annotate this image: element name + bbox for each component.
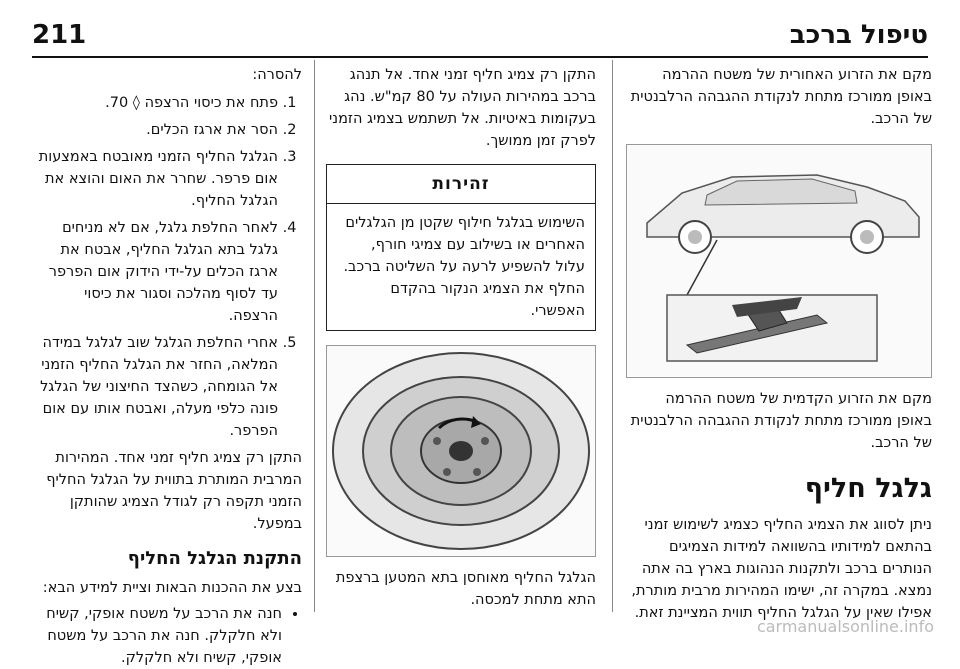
header-rule [32,56,928,58]
list-item: 5. אחרי החלפת הגלגל שוב לגלגל במידה המלאה, החזר את הגלגל החליף הזמני אל הגומחה, כשהצד החיצוני של הגלגל פונה כלפי מעלה, ואבטח אותו עם אום הפרפר. [32,332,278,442]
list-item: 4. לאחר החלפת גלגל, אם לא מניחים גלגל בתא הגלגל החליף, אבטח את ארגז הכלים על-ידי הידוק אום הפרפר עד לסוף מהלכה וסגור את כיסוי הרצפה. [32,217,278,327]
paragraph: התקן רק צמיג חליף זמני אחד. המהירות המרבית המותרת בתווית על הגלגל החליף הזמני תקפה רק לגודל הצמיג שהותקן במפעל. [46,450,302,532]
car-lift-illustration [627,145,931,377]
list-item: 2. הסר את ארגז הכלים. [32,119,278,141]
column-right [626,64,932,628]
figure-caption: הגלגל החליף מאוחסן בתא המטען ברצפת התא מתחת למכסה. [335,570,596,608]
paragraph: מקם את הזרוע הקדמית של משטח ההרמה באופן ממורכז מתחת לנקודת ההגבהה הרלבנטית של הרכב. [630,391,932,451]
column-left [32,64,302,669]
removal-steps [32,92,302,442]
warning-box [326,164,596,331]
spare-wheel-illustration-frame [326,345,596,557]
preparation-list [32,603,302,669]
car-lift-illustration-frame [626,144,932,378]
list-item: 1. פתח את כיסוי הרצפה ◊ 70. [32,92,278,114]
page-title: טיפול ברכב [789,20,928,50]
paragraph: ניתן לסווג את הצמיג החליף כצמיג לשימוש זמני בהתאם למידותיו בהשוואה למידות הצמיגים הנותרים ברכב ולתקנות הנהוגות בארץ בה אתה נמצא. במקרה זה, ישימו המהירות מרבית מותרת, אפילו שאין על הגלגל החליף תווית המציינת זאת. [631,517,932,621]
page-header [32,14,928,58]
paragraph: להסרה: [252,67,302,83]
warning-text: השימוש בגלגל חילוף שקטן מן הגלגלים האחרים או בשילוב עם צמיגי חורף, עלול להשפיע לרעה על השליטה ברכב. החלף את הצמיג הנקור בהקדם האפשרי. [343,215,585,319]
section-heading: גלגל חליף [804,473,932,504]
watermark: carmanualsonline.info [756,617,934,636]
paragraph: בצע את ההכנות הבאות וציית למידע הבא: [42,580,302,596]
paragraph: התקן רק צמיג חליף זמני אחד. אל תנהג ברכב במהירות העולה על 80 קמ"ש. נהג בעקומות באיטיות. אל תשתמש בצמיג הזמני לפרק זמן ממושך. [329,67,596,149]
column-divider [612,60,613,612]
section-heading: התקנת הגלגל החליף [127,548,302,569]
spare-wheel-illustration [327,346,595,556]
page-number: 211 [32,20,87,50]
list-item: • חנה את הרכב על משטח אופקי, קשיח ולא חלקלק. חנה את הרכב על משטח אופקי, קשיח ולא חלקלק. [32,603,282,669]
column-divider [314,60,315,612]
list-item: 3. הגלגל החליף הזמני מאובטח באמצעות אום פרפר. שחרר את האום והוצא את הגלגל החליף. [32,146,278,212]
warning-title: זהירות [327,165,595,204]
paragraph: מקם את הזרוע האחורית של משטח ההרמה באופן ממורכז מתחת לנקודת ההגבהה הרלבנטית של הרכב. [630,67,932,127]
column-middle [326,64,596,615]
